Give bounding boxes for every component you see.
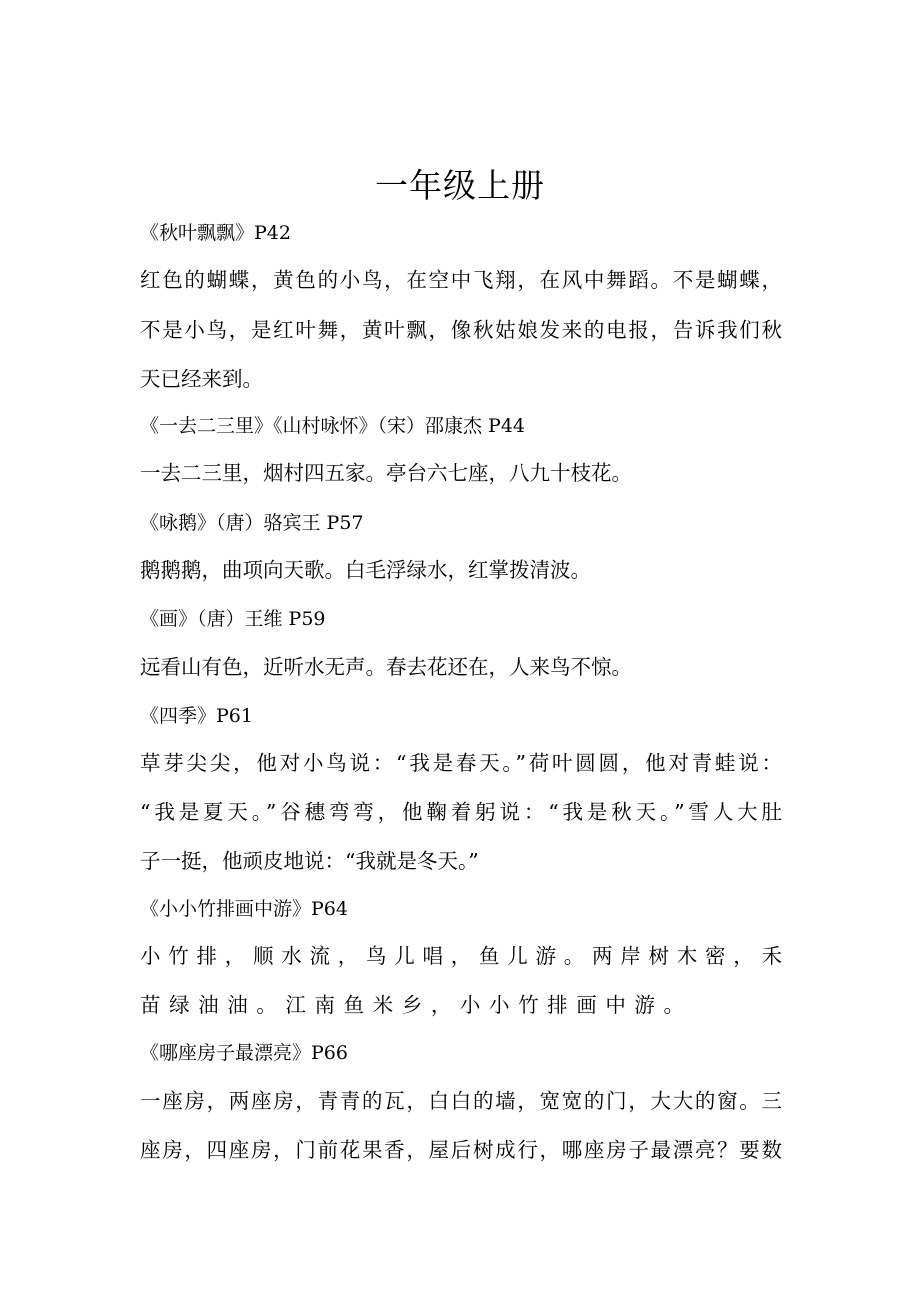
poem-line: 不是小鸟，是红叶舞，黄叶飘，像秋姑娘发来的电报，告诉我们秋 bbox=[140, 318, 782, 342]
page-title: 一年级上册 bbox=[375, 166, 545, 205]
poem-line: “我是夏天。”谷穗弯弯，他鞠着躬说：“我是秋天。”雪人大肚 bbox=[140, 800, 782, 824]
poem-line: 红色的蝴蝶，黄色的小鸟，在空中飞翔，在风中舞蹈。不是蝴蝶， bbox=[140, 268, 782, 292]
poem-line: 一座房，两座房，青青的瓦，白白的墙，宽宽的门，大大的窗。三 bbox=[140, 1089, 782, 1113]
poem-line: 草芽尖尖，他对小鸟说：“我是春天。”荷叶圆圆，他对青蛙说： bbox=[140, 751, 782, 775]
poem-heading-fangzi: 《哪座房子最漂亮》P66 bbox=[140, 1042, 348, 1064]
poem-heading-qiuye: 《秋叶飘飘》P42 bbox=[140, 222, 291, 244]
poem-heading-zhupai: 《小小竹排画中游》P64 bbox=[140, 898, 348, 920]
poem-line: 子一挺，他顽皮地说：“我就是冬天。” bbox=[140, 849, 479, 873]
poem-line: 苗绿油油。江南鱼米乡，小小竹排画中游。 bbox=[140, 993, 684, 1017]
poem-line: 一去二三里，烟村四五家。亭台六七座，八九十枝花。 bbox=[140, 461, 632, 485]
poem-line: 小竹排，顺水流，鸟儿唱，鱼儿游。两岸树木密，禾 bbox=[140, 944, 782, 968]
poem-line: 天已经来到。 bbox=[140, 367, 263, 391]
poem-line: 鹅鹅鹅，曲项向天歌。白毛浮绿水，红掌拨清波。 bbox=[140, 558, 591, 582]
poem-heading-hua: 《画》（唐）王维 P59 bbox=[140, 608, 326, 630]
poem-heading-siji: 《四季》P61 bbox=[140, 705, 253, 727]
poem-line: 座房，四座房，门前花果香，屋后树成行，哪座房子最漂亮？要数 bbox=[140, 1138, 782, 1162]
poem-heading-yonge: 《咏鹅》（唐）骆宾王 P57 bbox=[140, 512, 364, 534]
poem-heading-yiqu: 《一去二三里》《山村咏怀》（宋）邵康杰 P44 bbox=[140, 415, 526, 437]
poem-line: 远看山有色，近听水无声。春去花还在，人来鸟不惊。 bbox=[140, 655, 632, 679]
